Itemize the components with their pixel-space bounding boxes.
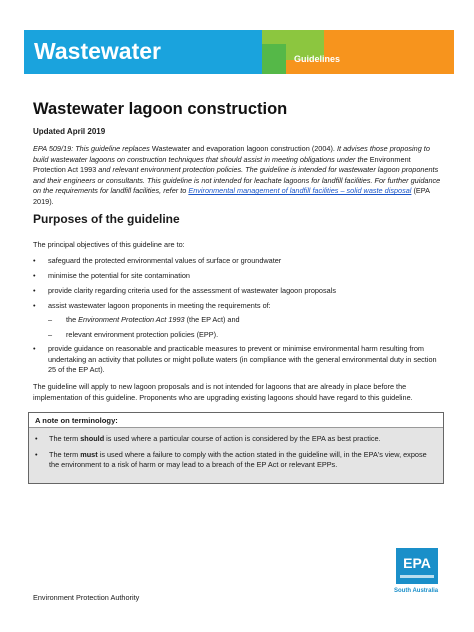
header-tag: Guidelines <box>294 54 341 64</box>
landfill-guideline-link[interactable]: Environmental management of landfill facilities – solid waste disposal <box>188 186 412 196</box>
epa-logo-subtext: South Australia <box>394 588 439 594</box>
principal-objectives: The principal objectives of this guideline are to: <box>33 240 185 249</box>
note-heading: A note on terminology: <box>35 416 118 425</box>
dash-icon: – <box>48 315 53 324</box>
footer-organisation: Environment Protection Authority <box>33 593 140 602</box>
bullet-icon: • <box>33 301 36 310</box>
header-orange-block <box>324 30 454 60</box>
bullet-icon: • <box>33 286 36 295</box>
header-title: Wastewater <box>34 38 161 64</box>
header-green-strip <box>262 30 286 44</box>
dash-icon: – <box>48 330 53 339</box>
bullet-icon: • <box>33 344 36 353</box>
bullet-icon: • <box>35 434 38 443</box>
header-banner <box>24 30 454 74</box>
bullet-icon: • <box>33 256 36 265</box>
document-title: Wastewater lagoon construction <box>33 100 288 118</box>
intro-ref: EPA 509/19 <box>33 144 72 153</box>
bullet-icon: • <box>33 271 36 280</box>
bullet-icon: • <box>35 450 38 459</box>
header-green-strip-dark <box>262 44 286 74</box>
updated-date: Updated April 2019 <box>33 127 106 136</box>
intro-paragraph: EPA 509/19: This guideline replaces Wastewater and evaporation lagoon construction (2004). It advises those proposing to build wastewater lagoons on construction techniques that should assist in meeting obligations under the Environment Protection Act 1993 and relevant environment protection policies. The guideline is intended for wastewater lagoon proponents and their engineers or consultants. This guideline is not intended for leachate lagoons for landfill facilities. For further guidance on the requirements for landfill facilities, refer to Environmental management of landfill facilities – solid waste disposal (EPA 2019). <box>33 144 441 206</box>
scope-paragraph: The guideline will apply to new lagoon proposals and is not intended for lagoons that are already in place before the implementation of this guideline. Proponents who are upgrading existing lagoons should have regard to this guideline. <box>33 382 413 402</box>
section-heading: Purposes of the guideline <box>33 212 180 226</box>
epa-logo-icon: EPA <box>396 548 438 584</box>
terminology-note-box: A note on terminology: • The term should is used where a particular course of action is considered by the EPA as best practice. • The term must is used where a failure to comply with the action stated in the guideline will, in the EPA's view, expose the environment to a risk of harm or may lead to a breach of the EP Act or relevant EPPs. <box>28 412 444 484</box>
